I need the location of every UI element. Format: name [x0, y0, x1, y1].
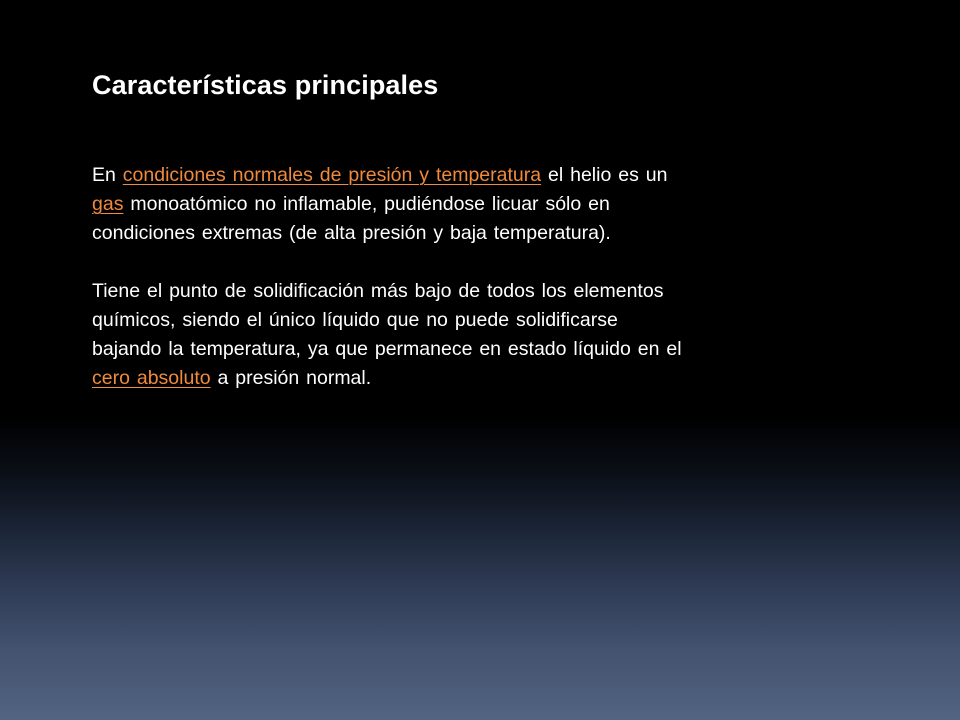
paragraph-2-line-4 — [92, 364, 832, 393]
text-segment: monoatómico no inflamable, pudiéndose licuar sólo en — [123, 193, 610, 215]
paragraph-2-line-3: bajando la temperatura, ya que permanece en estado líquido en el — [92, 338, 682, 360]
text-segment: En — [92, 164, 123, 186]
slide-body — [92, 161, 832, 393]
slide-title: Características principales — [92, 70, 439, 100]
paragraph-gap — [92, 248, 832, 277]
link-cero-absoluto[interactable]: cero absoluto — [92, 367, 211, 389]
link-gas[interactable]: gas — [92, 193, 124, 215]
paragraph-2-line-1: Tiene el punto de solidificación más bajo de todos los elementos — [92, 280, 664, 302]
text-segment: el helio es un — [541, 164, 668, 186]
text-segment: a presión normal. — [210, 367, 372, 389]
paragraph-1-line-3: condiciones extremas (de alta presión y baja temperatura). — [92, 222, 611, 244]
paragraph-1 — [92, 161, 832, 248]
paragraph-1-line-2 — [92, 190, 832, 219]
paragraph-2-line-2: químicos, siendo el único líquido que no puede solidificarse — [92, 309, 618, 331]
link-condiciones-normales[interactable]: condiciones normales de presión y temperatura — [122, 164, 542, 186]
paragraph-2 — [92, 277, 832, 393]
paragraph-1-line-1 — [92, 161, 832, 190]
